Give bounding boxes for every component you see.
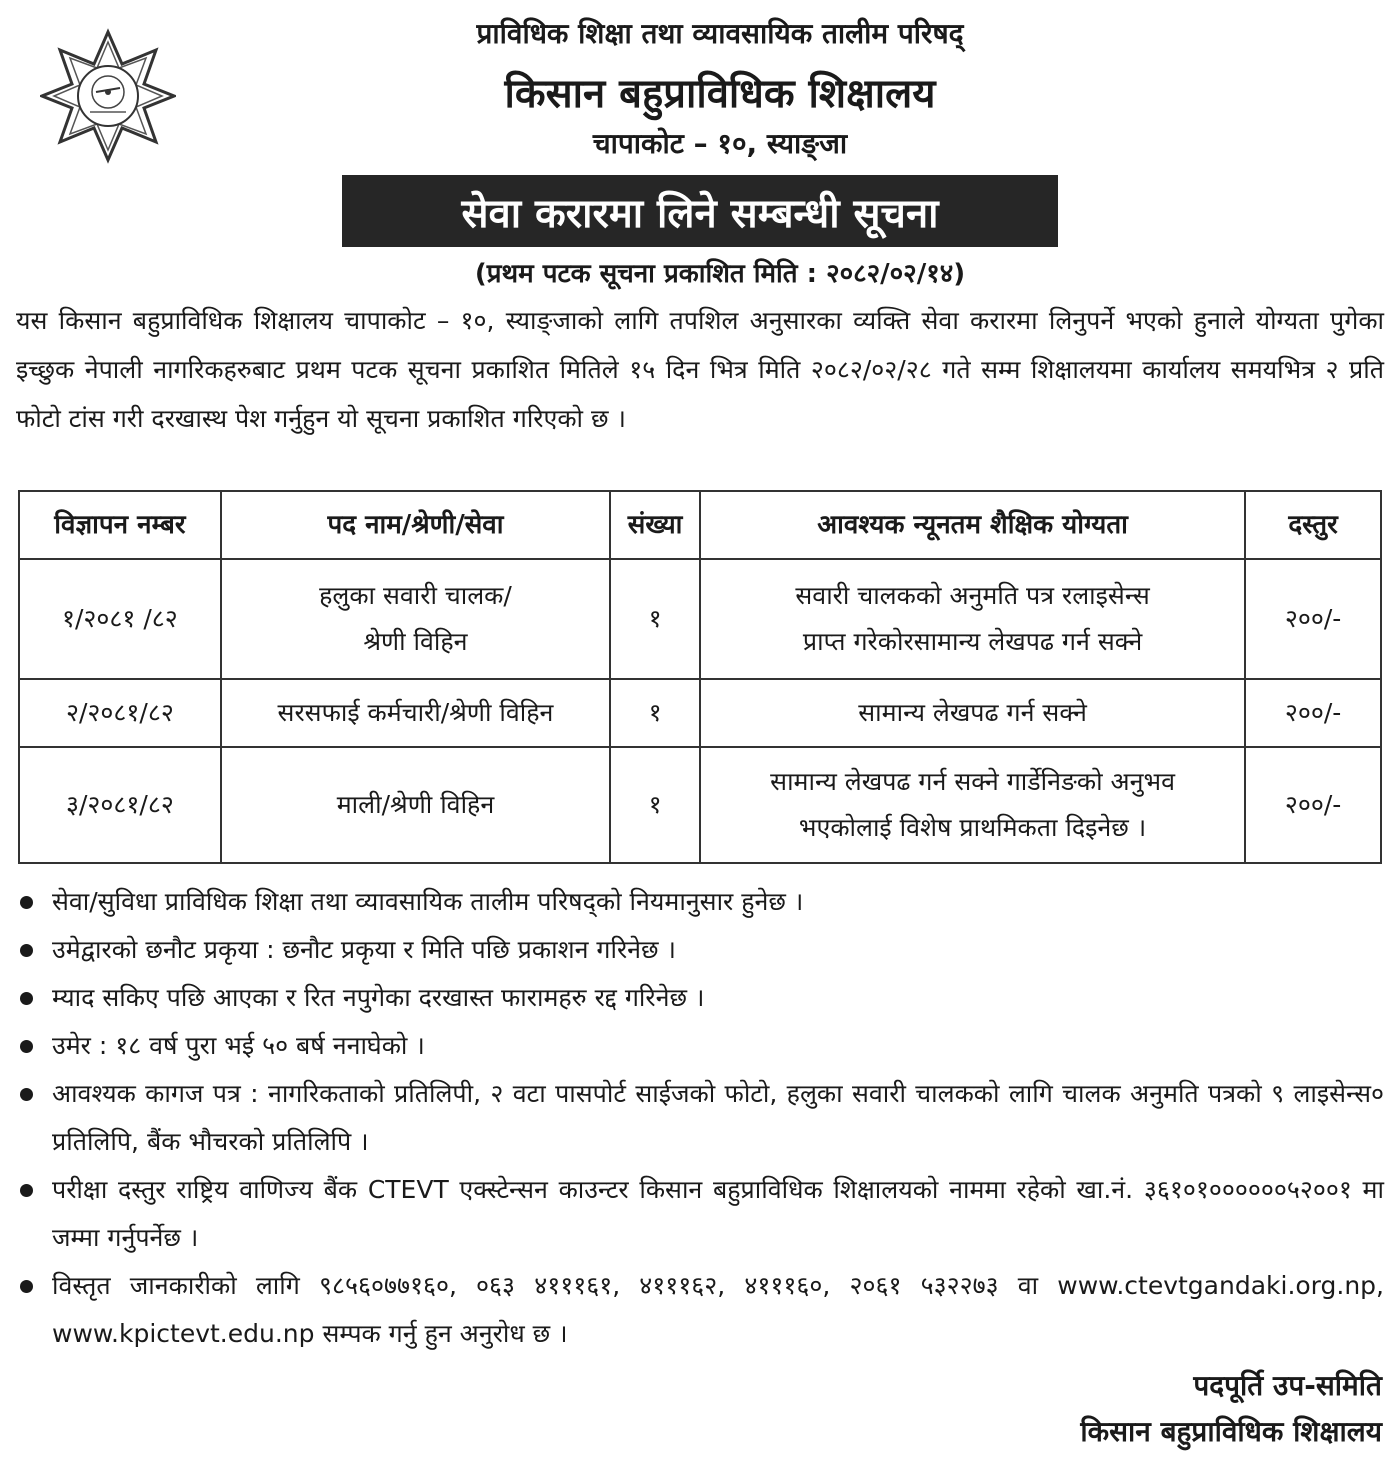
ad-number-cell: ३/२०८१/८२	[19, 747, 221, 863]
bullet-icon	[20, 1184, 33, 1197]
notice-title: सेवा करारमा लिने सम्बन्धी सूचना	[461, 190, 939, 237]
table-row	[19, 559, 1381, 679]
header-qualification: आवश्यक न्यूनतम शैक्षिक योग्यता	[700, 491, 1245, 559]
header-post-name: पद नाम/श्रेणी/सेवा	[221, 491, 610, 559]
post-name-cell	[221, 559, 610, 679]
list-item	[18, 926, 1384, 974]
table-row	[19, 747, 1381, 863]
note-text: विस्तृत जानकारीको लागि ९८५६०७७१६०, ०६३ ४१११६१, ४१११६२, ४१११६०, २०६१ ५३२२७३ वा www.ctevtgandaki.org.np, www.kpictevt.edu.np सम्पक गर्नु हुन अनुरोध छ ।	[52, 1271, 1384, 1348]
fee-cell: २००/-	[1245, 679, 1381, 747]
note-text: सेवा/सुविधा प्राविधिक शिक्षा तथा व्यावसायिक तालीम परिषद्को नियमानुसार हुनेछ ।	[52, 887, 804, 916]
header-count: संख्या	[610, 491, 700, 559]
note-text: परीक्षा दस्तुर राष्ट्रिय वाणिज्य बैंक CTEVT एक्स्टेन्सन काउन्टर किसान बहुप्राविधिक शिक्षालयको नाममा रहेको खा.नं. ३६१०१००००००५२००१ मा जम्मा गर्नुपर्नेछ ।	[52, 1175, 1384, 1252]
qualification-line: सवारी चालकको अनुमति पत्र रलाइसेन्स	[795, 581, 1150, 610]
post-name-line: श्रेणी विहिन	[363, 627, 468, 656]
count-cell: १	[610, 679, 700, 747]
fee-cell: २००/-	[1245, 747, 1381, 863]
list-item	[18, 974, 1384, 1022]
notice-title-banner	[342, 175, 1058, 247]
signature-school: किसान बहुप्राविधिक शिक्षालय	[1080, 1415, 1382, 1448]
note-text: म्याद सकिए पछि आएका र रित नपुगेका दरखास्त फारामहरु रद्द गरिनेछ ।	[52, 983, 705, 1012]
note-text: उमेर : १८ वर्ष पुरा भई ५० बर्ष ननाघेको ।	[52, 1031, 425, 1060]
intro-paragraph: यस किसान बहुप्राविधिक शिक्षालय चापाकोट – १०, स्याङ्जाको लागि तपशिल अनुसारका व्यक्ति सेवा करारमा लिनुपर्ने भएको हुनाले योग्यता पुगेका इच्छुक नेपाली नागरिकहरुबाट प्रथम पटक सूचना प्रकाशित मितिले १५ दिन भित्र मिति २०८२/०२/२८ गते सम्म शिक्षालयमा कार्यालय समयभित्र २ प्रति फोटो टांस गरी दरखास्थ पेश गर्नुहुन यो सूचना प्रकाशित गरिएको छ ।	[16, 306, 1384, 433]
table-header-row	[19, 491, 1381, 559]
fee-cell: २००/-	[1245, 559, 1381, 679]
signature-committee: पदपूर्ति उप-समिति	[1193, 1369, 1382, 1402]
list-item	[18, 1166, 1384, 1262]
qualification-line: भएकोलाई विशेष प्राथमिकता दिइनेछ ।	[798, 813, 1147, 842]
bullet-icon	[20, 1088, 33, 1101]
header-ad-number: विज्ञापन नम्बर	[19, 491, 221, 559]
vacancy-table	[18, 490, 1382, 864]
bullet-icon	[20, 1040, 33, 1053]
count-cell: १	[610, 747, 700, 863]
bullet-icon	[20, 1280, 33, 1293]
count-cell: १	[610, 559, 700, 679]
ad-number-cell: २/२०८१/८२	[19, 679, 221, 747]
qualification-line: सामान्य लेखपढ गर्न सक्ने गार्डेनिङको अनुभव	[770, 767, 1176, 796]
bullet-icon	[20, 896, 33, 909]
post-name-cell: सरसफाई कर्मचारी/श्रेणी विहिन	[221, 679, 610, 747]
qualification-cell	[700, 747, 1245, 863]
school-address: चापाकोट – १०, स्याङ्जा	[592, 127, 848, 160]
header-fee: दस्तुर	[1245, 491, 1381, 559]
notes-list	[18, 878, 1384, 1358]
bullet-icon	[20, 944, 33, 957]
school-name: किसान बहुप्राविधिक शिक्षालय	[504, 71, 936, 117]
ad-number-cell: १/२०८१ /८२	[19, 559, 221, 679]
list-item	[18, 1022, 1384, 1070]
council-name: प्राविधिक शिक्षा तथा व्यावसायिक तालीम परिषद्	[476, 17, 964, 50]
qualification-cell: सामान्य लेखपढ गर्न सक्ने	[700, 679, 1245, 747]
table-row	[19, 679, 1381, 747]
post-name-line: हलुका सवारी चालक/	[319, 581, 512, 610]
post-name-cell: माली/श्रेणी विहिन	[221, 747, 610, 863]
note-text: उमेद्वारको छनौट प्रकृया : छनौट प्रकृया र मिति पछि प्रकाशन गरिनेछ ।	[52, 935, 676, 964]
list-item	[18, 1070, 1384, 1166]
list-item	[18, 878, 1384, 926]
bullet-icon	[20, 992, 33, 1005]
publish-date: (प्रथम पटक सूचना प्रकाशित मिति : २०८२/०२/१४)	[474, 259, 966, 289]
qualification-cell	[700, 559, 1245, 679]
qualification-line: प्राप्त गरेकोरसामान्य लेखपढ गर्न सक्ने	[802, 627, 1143, 656]
note-text: आवश्यक कागज पत्र : नागरिकताको प्रतिलिपी, २ वटा पासपोर्ट साईजको फोटो, हलुका सवारी चालकको लागि चालक अनुमति पत्रको ९ लाइसेन्स० प्रतिलिपि, बैंक भौचरको प्रतिलिपि ।	[52, 1079, 1384, 1156]
list-item	[18, 1262, 1384, 1358]
